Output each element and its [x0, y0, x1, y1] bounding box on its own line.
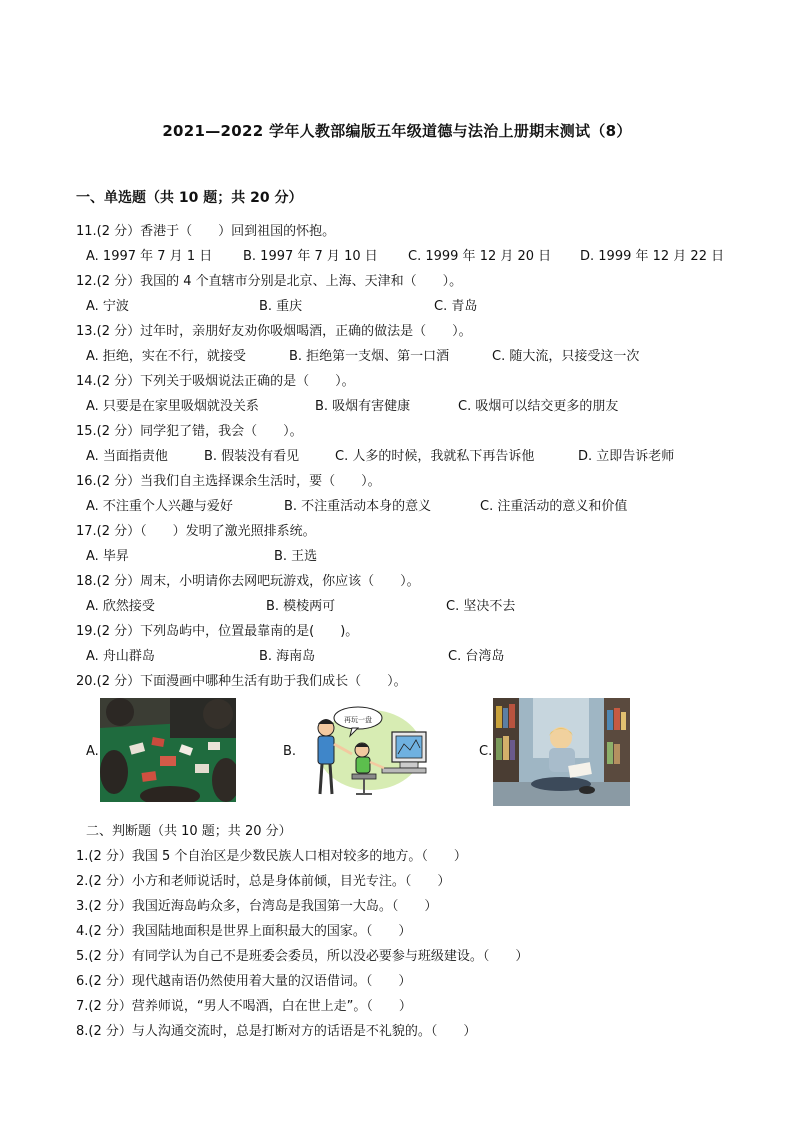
- option-a[interactable]: A. 1997 年 7 月 1 日: [86, 249, 213, 264]
- option-b[interactable]: B. 不注重活动本身的意义: [284, 499, 432, 514]
- option-a[interactable]: A. 宁波: [86, 299, 129, 314]
- reading-child-photo[interactable]: [493, 698, 630, 806]
- section-heading-single-choice: 一、单选题（共 10 题；共 20 分）: [76, 190, 303, 206]
- options-12: [86, 295, 726, 315]
- options-18: [86, 595, 726, 615]
- question-12: 12.(2 分）我国的 4 个直辖市分别是北京、上海、天津和（ ）。: [76, 274, 463, 289]
- question-13: 13.(2 分）过年时，亲朋好友劝你吸烟喝酒，正确的做法是（ ）。: [76, 324, 472, 339]
- option-b[interactable]: B. 重庆: [259, 299, 303, 314]
- tf-question-6: 6.(2 分）现代越南语仍然使用着大量的汉语借词。（ ）: [76, 974, 412, 989]
- option-a[interactable]: A. 当面指责他: [86, 449, 168, 464]
- speech-bubble-text: 再玩一盘: [344, 716, 372, 724]
- option-b[interactable]: B. 吸烟有害健康: [315, 399, 411, 414]
- option-c[interactable]: C. 吸烟可以结交更多的朋友: [458, 399, 619, 414]
- section-heading-true-false: 二、判断题（共 10 题；共 20 分）: [86, 824, 292, 839]
- options-15: [86, 445, 726, 465]
- tf-question-7: 7.(2 分）营养师说，“男人不喝酒，白在世上走”。（ ）: [76, 999, 412, 1014]
- option-a[interactable]: A. 拒绝，实在不行，就接受: [86, 349, 246, 364]
- image-options-20: [86, 698, 646, 808]
- question-17: 17.(2 分）（ ）发明了激光照排系统。: [76, 524, 316, 539]
- question-14: 14.(2 分）下列关于吸烟说法正确的是（ ）。: [76, 374, 355, 389]
- option-c[interactable]: C. 青岛: [434, 299, 478, 314]
- options-11: [86, 245, 726, 265]
- tf-question-1: 1.(2 分）我国 5 个自治区是少数民族人口相对较多的地方。（ ）: [76, 849, 467, 864]
- option-b[interactable]: B. 模棱两可: [266, 599, 336, 614]
- options-19: [86, 645, 726, 665]
- option-b[interactable]: B. 假装没有看见: [204, 449, 300, 464]
- options-17: [86, 545, 726, 565]
- option-a[interactable]: A. 舟山群岛: [86, 649, 155, 664]
- option-b[interactable]: B. 1997 年 7 月 10 日: [243, 249, 378, 264]
- option-b[interactable]: B. 拒绝第一支烟、第一口酒: [289, 349, 450, 364]
- options-13: [86, 345, 726, 365]
- option-a[interactable]: A. 欣然接受: [86, 599, 155, 614]
- option-d[interactable]: D. 立即告诉老师: [578, 449, 675, 464]
- option-c[interactable]: C. 台湾岛: [448, 649, 505, 664]
- option-a[interactable]: A. 不注重个人兴趣与爱好: [86, 499, 233, 514]
- option-b[interactable]: B. 海南岛: [259, 649, 316, 664]
- tf-question-2: 2.(2 分）小方和老师说话时，总是身体前倾，目光专注。（ ）: [76, 874, 451, 889]
- option-a[interactable]: A. 毕昇: [86, 549, 129, 564]
- page-title: 2021—2022 学年人教部编版五年级道德与法治上册期末测试（8）: [162, 122, 632, 140]
- options-14: [86, 395, 726, 415]
- option-d[interactable]: D. 1999 年 12 月 22 日: [580, 249, 725, 264]
- question-16: 16.(2 分）当我们自主选择课余生活时，要（ ）。: [76, 474, 381, 489]
- options-16: [86, 495, 726, 515]
- gambling-photo[interactable]: [100, 698, 236, 806]
- option-c-label[interactable]: C.: [479, 744, 493, 759]
- option-b[interactable]: B. 王选: [274, 549, 318, 564]
- option-b-label[interactable]: B.: [283, 744, 297, 759]
- option-c[interactable]: C. 随大流，只接受这一次: [492, 349, 640, 364]
- gaming-cartoon[interactable]: [300, 698, 432, 806]
- question-20: 20.(2 分）下面漫画中哪种生活有助于我们成长（ ）。: [76, 674, 407, 689]
- tf-question-8: 8.(2 分）与人沟通交流时，总是打断对方的话语是不礼貌的。（ ）: [76, 1024, 477, 1039]
- option-c[interactable]: C. 人多的时候，我就私下再告诉他: [335, 449, 535, 464]
- question-18: 18.(2 分）周末，小明请你去网吧玩游戏，你应该（ ）。: [76, 574, 420, 589]
- question-15: 15.(2 分）同学犯了错，我会（ ）。: [76, 424, 303, 439]
- option-a[interactable]: A. 只要是在家里吸烟就没关系: [86, 399, 259, 414]
- question-11: 11.(2 分）香港于（ ）回到祖国的怀抱。: [76, 224, 336, 239]
- option-c[interactable]: C. 1999 年 12 月 20 日: [408, 249, 552, 264]
- option-c[interactable]: C. 坚决不去: [446, 599, 516, 614]
- tf-question-3: 3.(2 分）我国近海岛屿众多，台湾岛是我国第一大岛。（ ）: [76, 899, 438, 914]
- option-c[interactable]: C. 注重活动的意义和价值: [480, 499, 628, 514]
- tf-question-4: 4.(2 分）我国陆地面积是世界上面积最大的国家。（ ）: [76, 924, 412, 939]
- option-a-label[interactable]: A.: [86, 744, 99, 759]
- question-19: 19.(2 分）下列岛屿中，位置最靠南的是( )。: [76, 624, 359, 639]
- tf-question-5: 5.(2 分）有同学认为自己不是班委会委员，所以没必要参与班级建设。（ ）: [76, 949, 529, 964]
